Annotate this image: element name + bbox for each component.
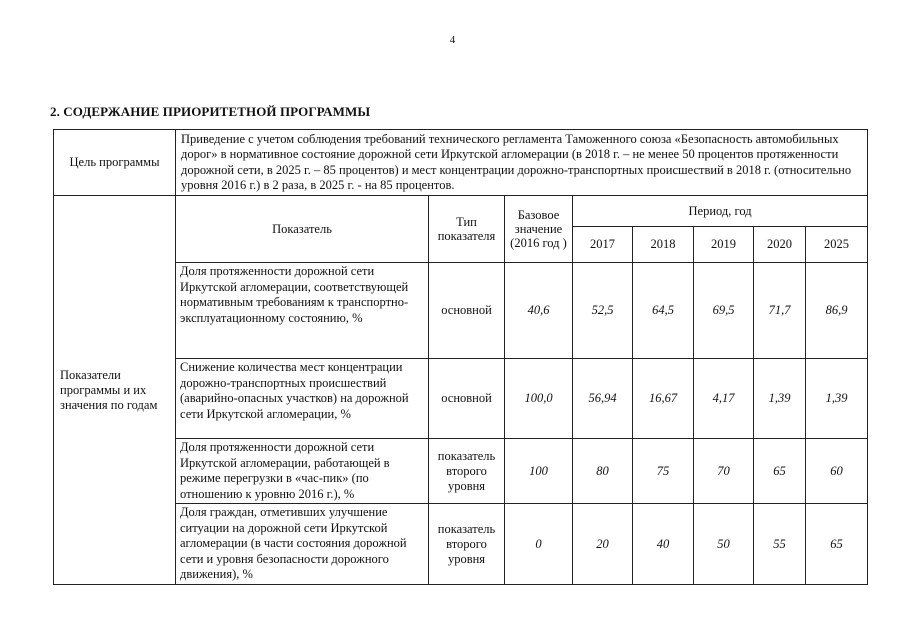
indicator-name: Доля граждан, отметивших улучшение ситуации на дорожной сети Иркутской агломерации (в части состояния дорожной сети и уровня безопасности дорожного движения), % <box>176 504 429 585</box>
year-value: 80 <box>573 439 633 504</box>
year-value: 55 <box>754 504 806 585</box>
section-title: 2. СОДЕРЖАНИЕ ПРИОРИТЕТНОЙ ПРОГРАММЫ <box>50 104 371 119</box>
year-value: 52,5 <box>573 263 633 359</box>
year-value: 40 <box>633 504 694 585</box>
year-value: 65 <box>754 439 806 504</box>
year-value: 69,5 <box>694 263 754 359</box>
year-value: 50 <box>694 504 754 585</box>
goal-label: Цель программы <box>54 130 176 196</box>
table-row <box>54 263 868 359</box>
year-value: 16,67 <box>633 359 694 439</box>
base-value: 100,0 <box>505 359 573 439</box>
table-row <box>54 439 868 504</box>
year-value: 86,9 <box>806 263 868 359</box>
year-header: 2019 <box>694 227 754 263</box>
table-row <box>54 504 868 585</box>
year-header: 2025 <box>806 227 868 263</box>
year-value: 70 <box>694 439 754 504</box>
year-value: 71,7 <box>754 263 806 359</box>
year-value: 64,5 <box>633 263 694 359</box>
base-value: 100 <box>505 439 573 504</box>
indicator-type: показатель второго уровня <box>429 439 505 504</box>
header-indicator: Показатель <box>176 196 429 263</box>
indicator-name: Доля протяженности дорожной сети Иркутской агломерации, работающей в режиме перегрузки в «час-пик» (по отношению к уровню 2016 г.), % <box>176 439 429 504</box>
year-value: 75 <box>633 439 694 504</box>
year-value: 1,39 <box>754 359 806 439</box>
year-value: 60 <box>806 439 868 504</box>
goal-row <box>54 130 868 196</box>
year-value: 20 <box>573 504 633 585</box>
year-value: 65 <box>806 504 868 585</box>
year-value: 4,17 <box>694 359 754 439</box>
base-value: 0 <box>505 504 573 585</box>
page-number: 4 <box>449 34 456 46</box>
header-period: Период, год <box>573 196 868 227</box>
header-row-1 <box>54 196 868 227</box>
header-base: Базовое значение (2016 год ) <box>505 196 573 263</box>
indicator-type: основной <box>429 263 505 359</box>
indicator-type: основной <box>429 359 505 439</box>
table-row <box>54 359 868 439</box>
indicators-label: Показатели программы и их значения по годам <box>54 196 176 585</box>
year-value: 56,94 <box>573 359 633 439</box>
year-header: 2018 <box>633 227 694 263</box>
indicator-name: Снижение количества мест концентрации дорожно-транспортных происшествий (аварийно-опасных участков) на дорожной сети Иркутской агломерации, % <box>176 359 429 439</box>
year-header: 2017 <box>573 227 633 263</box>
base-value: 40,6 <box>505 263 573 359</box>
year-value: 1,39 <box>806 359 868 439</box>
goal-text: Приведение с учетом соблюдения требований технического регламента Таможенного союза «Безопасность автомобильных дорог» в нормативное состояние дорожной сети Иркутской агломерации (в 2018 г. – не менее 50 процентов протяженности дорожной сети, в 2025 г. – 85 процентов) и мест концентрации дорожно-транспортных происшествий в 2018 г. (относительно уровня 2016 г.) в 2 раза, в 2025 г. - на 85 процентов. <box>176 130 868 196</box>
indicator-type: показатель второго уровня <box>429 504 505 585</box>
header-type: Тип показателя <box>429 196 505 263</box>
indicator-name: Доля протяженности дорожной сети Иркутской агломерации, соответствующей нормативным требованиям к транспортно-эксплуатационному состоянию, % <box>176 263 429 359</box>
program-table <box>53 129 868 585</box>
year-header: 2020 <box>754 227 806 263</box>
